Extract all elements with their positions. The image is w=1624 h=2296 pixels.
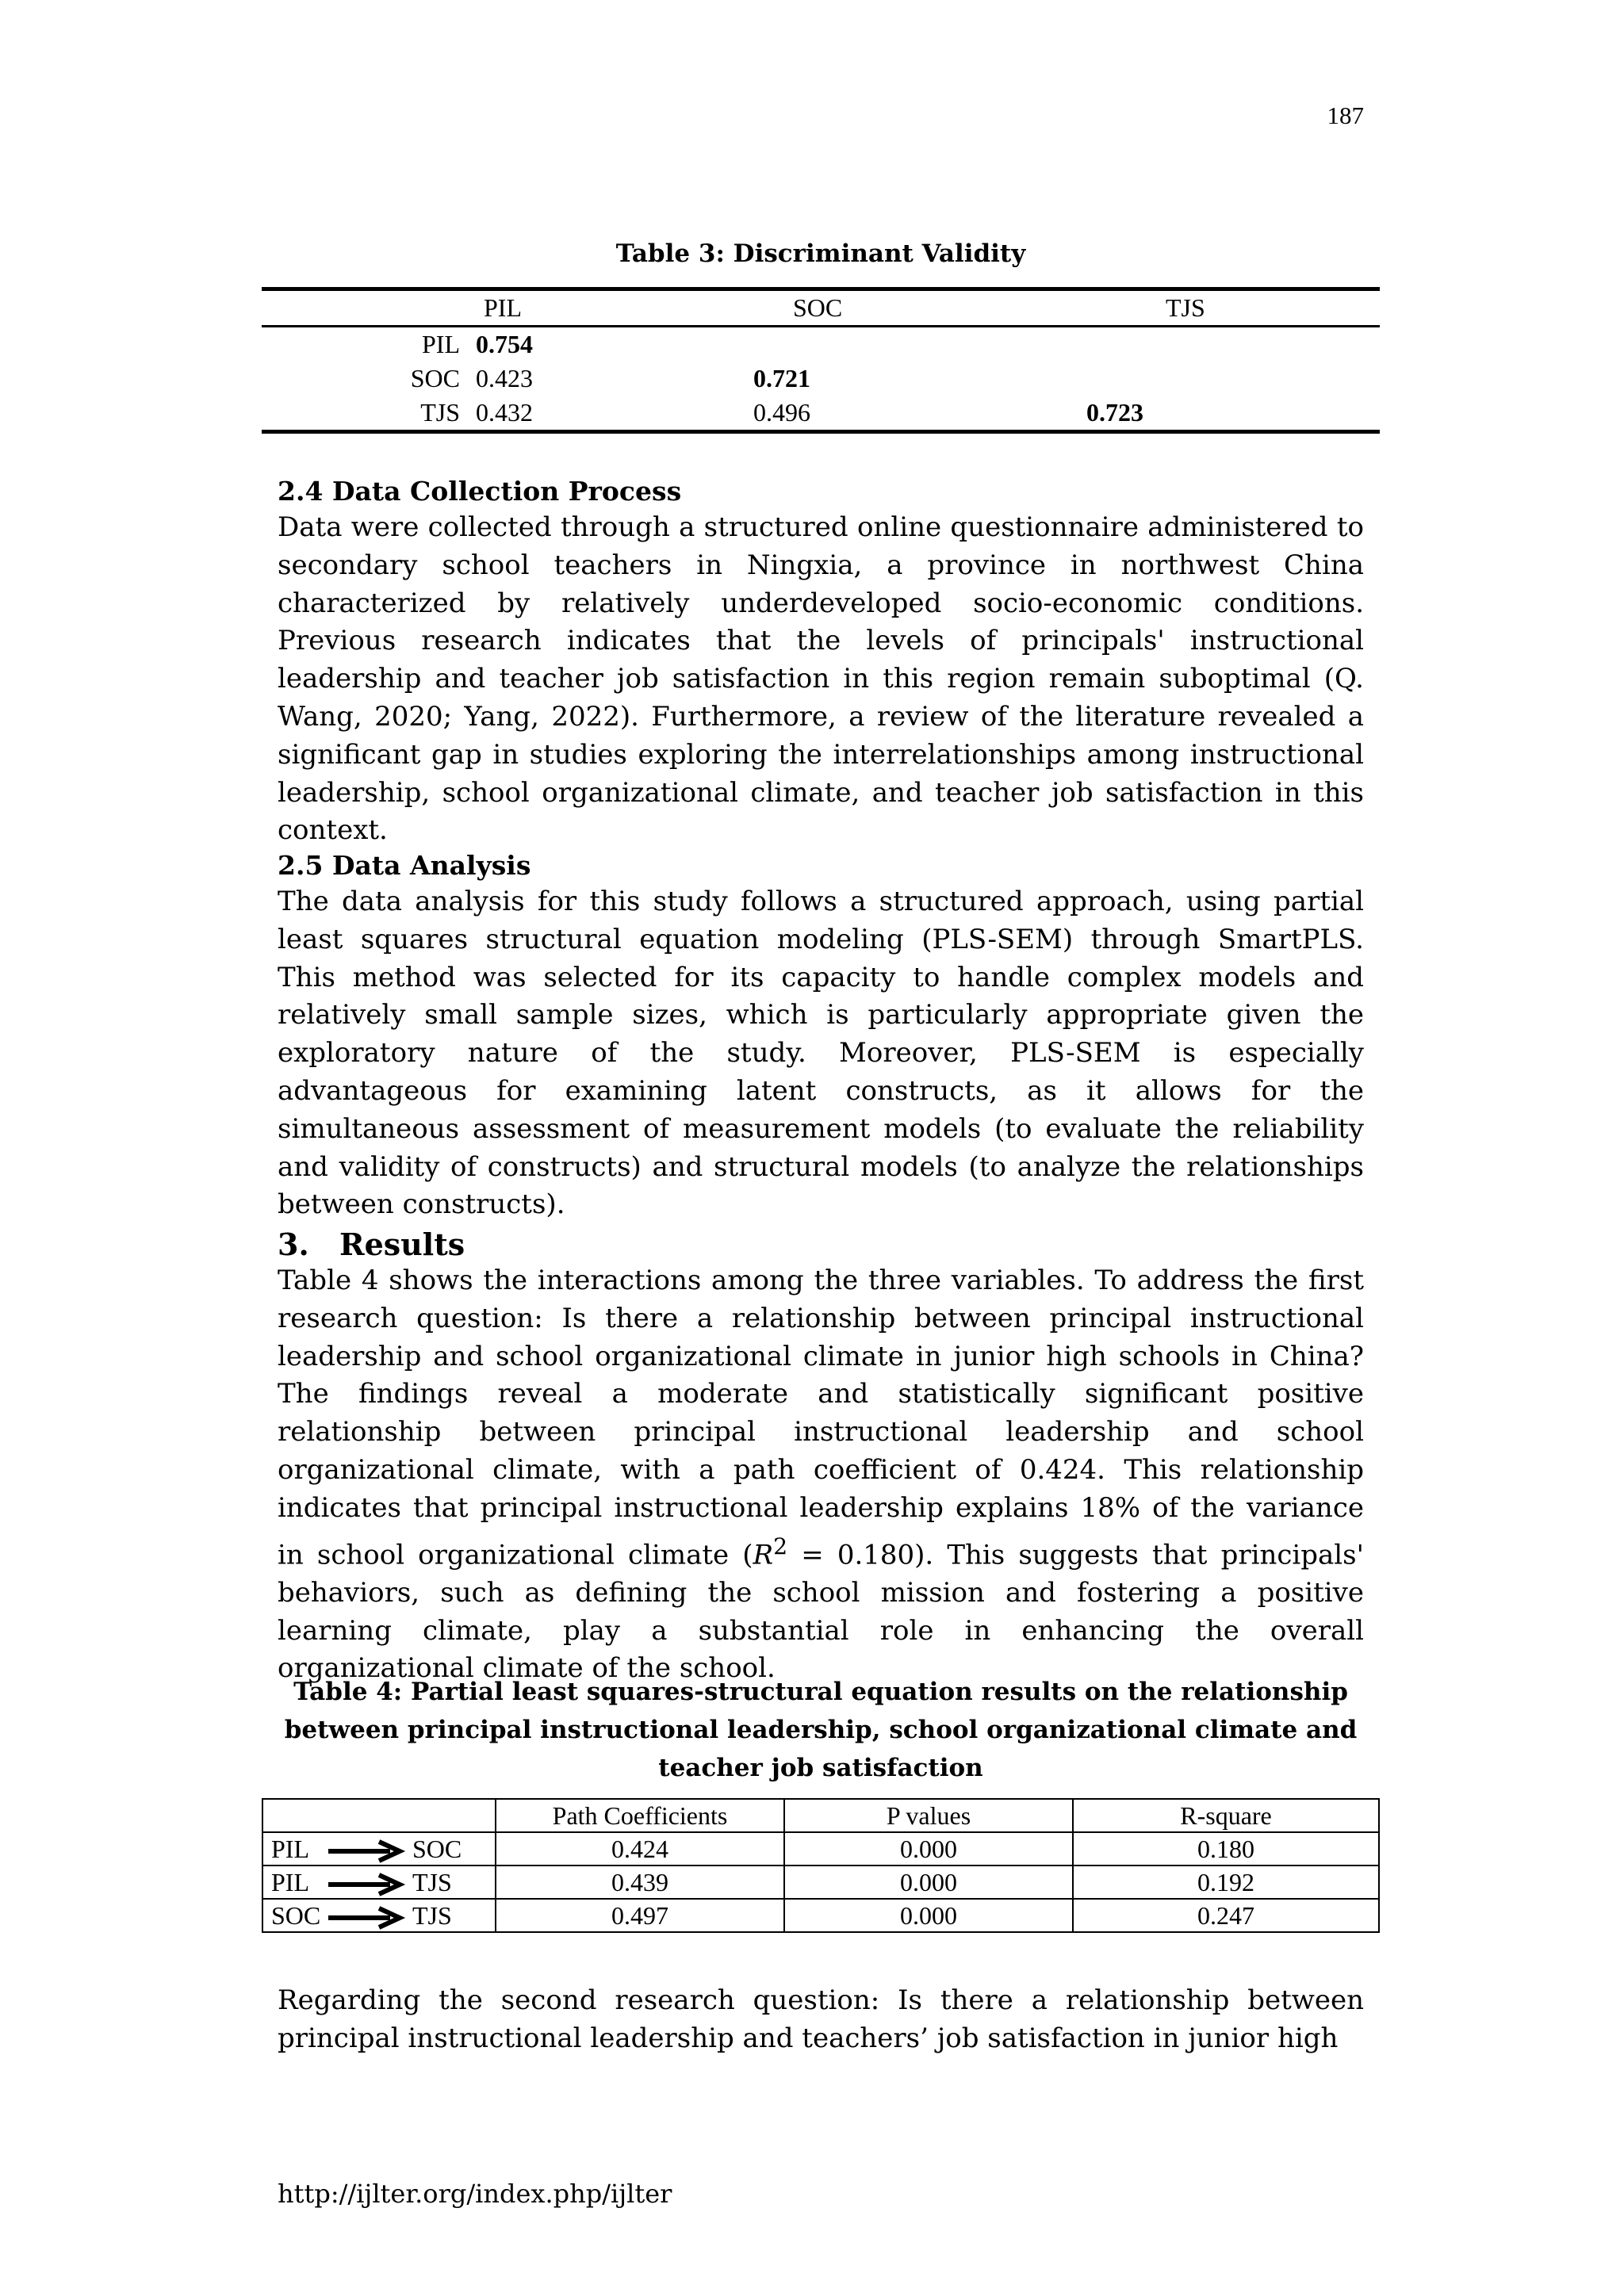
path-to: SOC: [412, 1834, 462, 1863]
table3-cell: [1039, 362, 1380, 396]
right-arrow-icon: [327, 1873, 406, 1896]
table4-cell: 0.497: [496, 1899, 784, 1932]
table3-cell: 0.496: [753, 398, 810, 427]
table3-row: [262, 327, 1380, 362]
table3-col-header: SOC: [793, 293, 843, 322]
table4-pls-sem-results: [262, 1798, 1380, 1933]
table3-header-row: [262, 289, 1380, 327]
table4-cell: 0.247: [1073, 1899, 1379, 1932]
right-arrow-icon: [327, 1906, 406, 1930]
path-to: TJS: [412, 1900, 452, 1930]
table4-path-cell: [262, 1899, 496, 1932]
table3-corner-cell: [262, 289, 460, 327]
table4-cell: 0.000: [784, 1899, 1073, 1932]
table4-cell: 0.000: [784, 1832, 1073, 1866]
table4-cell: 0.192: [1073, 1866, 1379, 1899]
section-2-5-heading: 2.5 Data Analysis: [278, 850, 531, 881]
table3-col-header: TJS: [1166, 293, 1205, 322]
table3-caption: Table 3: Discriminant Validity: [615, 239, 1026, 268]
path-from: PIL: [271, 1867, 309, 1896]
table4-col-header: R-square: [1073, 1799, 1379, 1832]
section-3-text-part2: = 0.180). This suggests that principals' behaviors, such as defining the school mission and fostering a positive learning climate, play a substantial role in enhancing the overall organizational climate of the school.: [278, 1538, 1364, 1685]
section-2-4-heading: 2.4 Data Collection Process: [278, 476, 682, 507]
table4-header-row: [262, 1799, 1379, 1832]
section-3-title: Results: [339, 1226, 465, 1262]
table3-cell: [730, 327, 1039, 362]
table3-col-header: PIL: [484, 293, 522, 322]
table4-cell: 0.424: [496, 1832, 784, 1866]
section-2-4-paragraph: Data were collected through a structured online questionnaire administered to secondary school teachers in Ningxia, a province in northwest China characterized by relatively underdeveloped socio-economic conditions. Previous research indicates that the levels of principals' instructional leadership and teacher job satisfaction in this region remain suboptimal (Q. Wang, 2020; Yang, 2022). Furthermore, a review of the literature revealed a significant gap in studies exploring the interrelationships among instructional leadership, school organizational climate, and teacher job satisfaction in this context.: [278, 511, 1364, 847]
r-squared-symbol: R: [753, 1538, 774, 1571]
table3-row-label: PIL: [422, 330, 460, 358]
table3-row-label: TJS: [420, 398, 460, 427]
table4-row: [262, 1899, 1379, 1932]
table4-path-cell: [262, 1832, 496, 1866]
final-paragraph: Regarding the second research question: Is there a relationship between principal instructional leadership and teachers’ job satisfaction in junior high: [278, 1984, 1364, 2054]
table4-path-cell: [262, 1866, 496, 1899]
table3-cell: 0.754: [476, 330, 533, 358]
page-number: 187: [1327, 101, 1364, 129]
table4-corner-cell: [262, 1799, 496, 1832]
path-to: TJS: [412, 1867, 452, 1896]
r-squared-superscript: 2: [773, 1533, 788, 1559]
table3-cell: 0.423: [476, 364, 533, 392]
section-2-5-paragraph: The data analysis for this study follows a structured approach, using partial least squares structural equation modeling (PLS-SEM) through SmartPLS. This method was selected for its capacity to handle complex models and relatively small sample sizes, which is particularly appropriate given the exploratory nature of the study. Moreover, PLS-SEM is especially advantageous for examining latent constructs, as it allows for the simultaneous assessment of measurement models (to evaluate the reliability and validity of constructs) and structural models (to analyze the relationships between constructs).: [278, 886, 1364, 1221]
table4-caption: Table 4: Partial least squares-structural equation results on the relationship between principal instructional leadership, school organizational climate and teacher job satisfaction: [284, 1678, 1358, 1782]
path-from: PIL: [271, 1834, 309, 1863]
section-3-number: 3.: [278, 1226, 309, 1262]
table4-row: [262, 1866, 1379, 1899]
table3-row-label: SOC: [410, 364, 460, 392]
section-3-heading: [278, 1226, 465, 1264]
table3-cell: [1039, 327, 1380, 362]
table4-cell: 0.180: [1073, 1832, 1379, 1866]
table3-cell: 0.723: [1086, 398, 1143, 427]
table3-cell: 0.721: [753, 364, 810, 392]
table3-row: [262, 362, 1380, 396]
table4-col-header: Path Coefficients: [496, 1799, 784, 1832]
table4-col-header: P values: [784, 1799, 1073, 1832]
table3-discriminant-validity: [262, 287, 1380, 434]
path-from: SOC: [271, 1900, 321, 1930]
footer-url: http://ijlter.org/index.php/ijlter: [278, 2179, 672, 2209]
table3-row: [262, 396, 1380, 432]
table4-row: [262, 1832, 1379, 1866]
section-3-paragraph: [278, 1262, 1364, 1688]
table3-cell: 0.432: [476, 398, 533, 427]
table4-cell: 0.439: [496, 1866, 784, 1899]
section-3-text-part1: Table 4 shows the interactions among the three variables. To address the first research question: Is there a relationship between principal instructional leadership and school organizational climate in junior high schools in China? The findings reveal a moderate and statistically significant positive relationship between principal instructional leadership and school organizational climate, with a path coefficient of 0.424. This relationship indicates that principal instructional leadership explains 18% of the variance in school organizational climate (: [278, 1265, 1364, 1571]
table4-cell: 0.000: [784, 1866, 1073, 1899]
right-arrow-icon: [327, 1839, 406, 1863]
